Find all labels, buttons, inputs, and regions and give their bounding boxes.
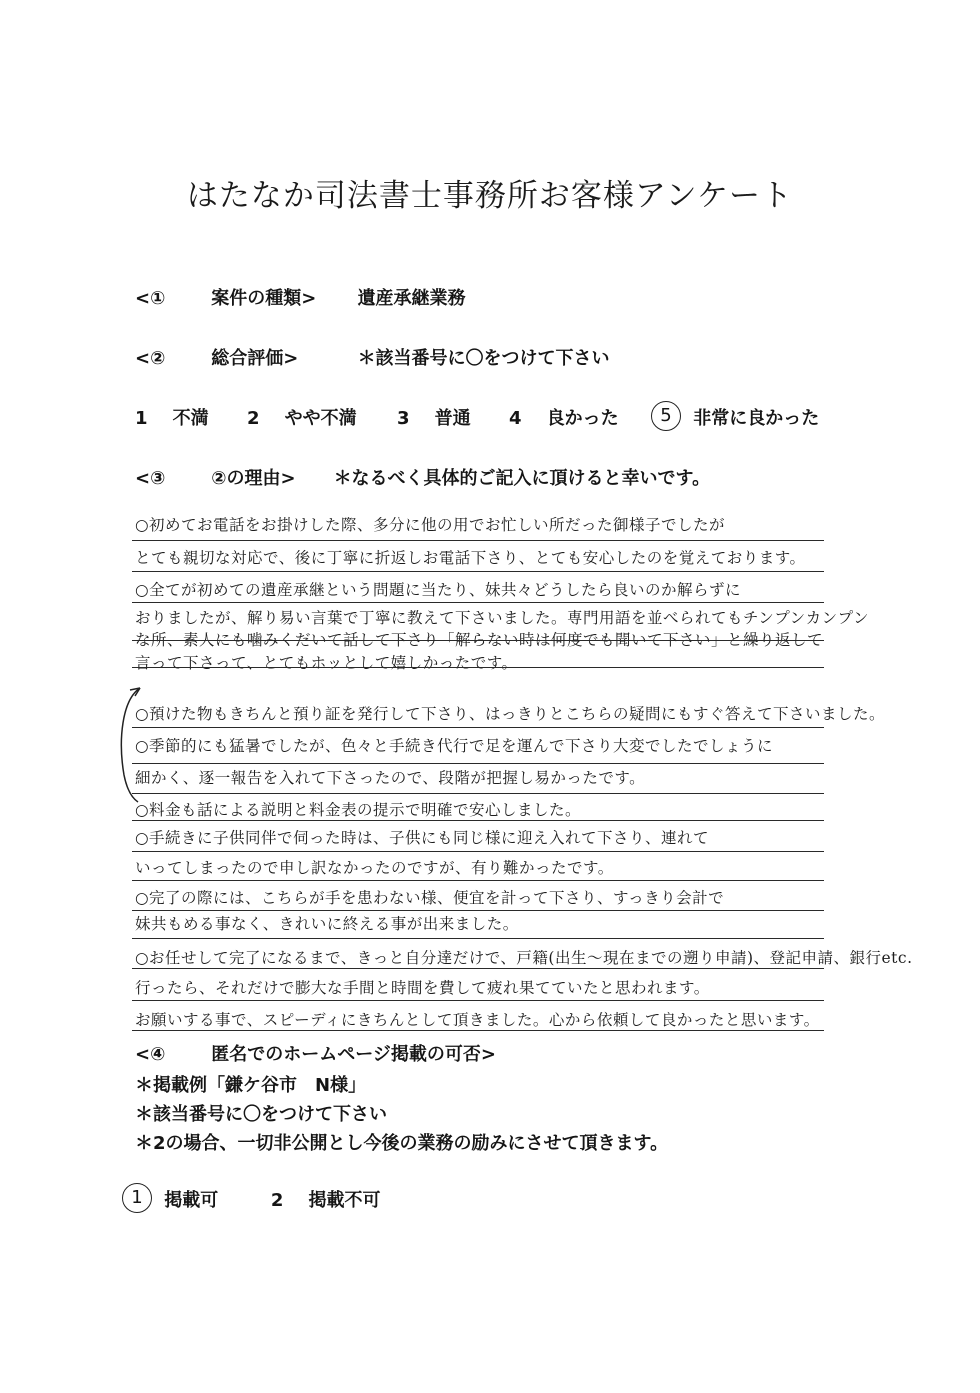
ruled-line bbox=[132, 910, 824, 911]
answer-line: 言って下さって、とてもホッとして嬉しかったです。 bbox=[135, 654, 518, 672]
question-4-note: ＊該当番号に〇をつけて下さい bbox=[135, 1104, 387, 1125]
answer-line: ○手続きに子供同伴で伺った時は、子供にも同じ様に迎え入れて下さり、連れて bbox=[135, 829, 710, 847]
question-4-number: <④ bbox=[135, 1044, 166, 1065]
question-3 bbox=[135, 464, 710, 490]
answer-line: ○初めてお電話をお掛けした際、多分に他の用でお忙しい所だった御様子でしたが bbox=[135, 516, 726, 534]
question-1 bbox=[135, 284, 466, 310]
question-2-label: 総合評価> bbox=[211, 348, 299, 369]
rating-option-number: 4 bbox=[509, 408, 522, 429]
rating-option-4[interactable] bbox=[509, 404, 619, 430]
rating-option-number-circled: 5 bbox=[651, 401, 681, 431]
question-4-note: ＊2の場合、一切非公開とし今後の業務の励みにさせて頂きます。 bbox=[135, 1133, 669, 1154]
rating-option-label: やや不満 bbox=[284, 408, 357, 429]
rating-option-number: 2 bbox=[247, 408, 260, 429]
answer-line: ○全てが初めての遺産承継という問題に当たり、妹共々どうしたら良いのか解らずに bbox=[135, 581, 742, 599]
answer-line: 細かく、逐一報告を入れて下さったので、段階が把握し易かったです。 bbox=[135, 769, 646, 787]
ruled-line bbox=[132, 938, 824, 939]
publish-option-label: 掲載不可 bbox=[308, 1190, 381, 1211]
ruled-line bbox=[132, 571, 824, 572]
arrow-icon bbox=[118, 680, 148, 810]
question-2-note: ＊該当番号に〇をつけて下さい bbox=[357, 348, 610, 369]
ruled-line bbox=[132, 540, 824, 541]
rating-option-number: 1 bbox=[135, 408, 148, 429]
ruled-line bbox=[132, 880, 824, 881]
publish-option-1[interactable] bbox=[122, 1187, 225, 1211]
answer-line: ○お任せして完了になるまで、きっと自分達だけで、戸籍(出生～現在までの遡り申請)、登記申請、銀行etc. bbox=[135, 949, 913, 967]
answer-line: お願いする事で、スピーディにきちんとして頂きました。心から依頼して良かったと思います。 bbox=[135, 1011, 820, 1029]
publish-option-number: 2 bbox=[270, 1190, 284, 1211]
publish-option-label: 掲載可 bbox=[164, 1190, 219, 1211]
ruled-line bbox=[132, 1000, 824, 1001]
rating-option-label: 良かった bbox=[546, 408, 619, 429]
rating-option-5[interactable] bbox=[651, 404, 819, 434]
question-3-note: ＊なるべく具体的ご記入に頂けると幸いです。 bbox=[333, 468, 711, 489]
answer-line: な所、素人にも噛みくだいて話して下さり「解らない時は何度でも聞いて下さい」と繰り返して bbox=[135, 631, 824, 649]
question-4 bbox=[135, 1040, 496, 1066]
answer-line: とても親切な対応で、後に丁寧に折返しお電話下さり、とても安心したのを覚えております。 bbox=[135, 549, 806, 567]
answer-line: ○料金も話による説明と料金表の提示で明確で安心しました。 bbox=[135, 801, 582, 819]
ruled-line bbox=[132, 602, 824, 603]
answer-line: ○完了の際には、こちらが手を患わない様、便宜を計って下さり、すっきり会計で bbox=[135, 889, 725, 907]
page-title: はたなか司法書士事務所お客様アンケート bbox=[186, 178, 794, 214]
rating-option-number: 3 bbox=[397, 408, 410, 429]
question-4-label: 匿名でのホームページ掲載の可否> bbox=[211, 1044, 497, 1065]
ruled-line bbox=[132, 640, 824, 641]
answer-line: いってしまったので申し訳なかったのですが、有り難かったです。 bbox=[135, 859, 614, 877]
answer-line: ○季節的にも猛暑でしたが、色々と手続き代行で足を運んで下さり大変でしたでしょうに bbox=[135, 737, 774, 755]
answer-line: 行ったら、それだけで膨大な手間と時間を費して疲れ果てていたと思われます。 bbox=[135, 979, 710, 997]
ruled-line bbox=[132, 1030, 824, 1031]
question-2-number: <② bbox=[135, 348, 166, 369]
rating-option-1[interactable] bbox=[135, 404, 209, 430]
ruled-line bbox=[132, 820, 824, 821]
question-3-number: <③ bbox=[135, 468, 166, 489]
rating-option-label: 普通 bbox=[434, 408, 471, 429]
answer-line: おりましたが、解り易い言葉で丁寧に教えて下さいました。専門用語を並べられてもチンプンカンプン bbox=[135, 609, 869, 627]
ruled-line bbox=[132, 763, 824, 764]
publish-options bbox=[122, 1186, 380, 1216]
ruled-line bbox=[132, 968, 824, 969]
publish-option-number-circled: 1 bbox=[122, 1183, 152, 1213]
ruled-line bbox=[132, 851, 824, 852]
rating-option-3[interactable] bbox=[397, 404, 471, 430]
question-2 bbox=[135, 344, 610, 370]
rating-option-2[interactable] bbox=[247, 404, 357, 430]
publish-option-2[interactable] bbox=[271, 1190, 381, 1211]
rating-option-label: 非常に良かった bbox=[693, 408, 820, 429]
question-4-note: ＊掲載例「鎌ケ谷市 N様」 bbox=[135, 1075, 367, 1096]
rating-option-label: 不満 bbox=[172, 408, 209, 429]
answer-line: 妹共もめる事なく、きれいに終える事が出来ました。 bbox=[135, 915, 519, 933]
ruled-line bbox=[132, 793, 824, 794]
question-3-label: ②の理由> bbox=[211, 468, 296, 489]
ruled-line bbox=[132, 667, 824, 668]
ruled-line bbox=[132, 727, 824, 728]
question-1-label: 案件の種類> bbox=[211, 288, 317, 309]
question-1-value: 遺産承継業務 bbox=[357, 288, 466, 309]
answer-line: ○預けた物もきちんと預り証を発行して下さり、はっきりとこちらの疑問にもすぐ答えて下さいました。 bbox=[135, 705, 886, 723]
question-1-number: <① bbox=[135, 288, 166, 309]
